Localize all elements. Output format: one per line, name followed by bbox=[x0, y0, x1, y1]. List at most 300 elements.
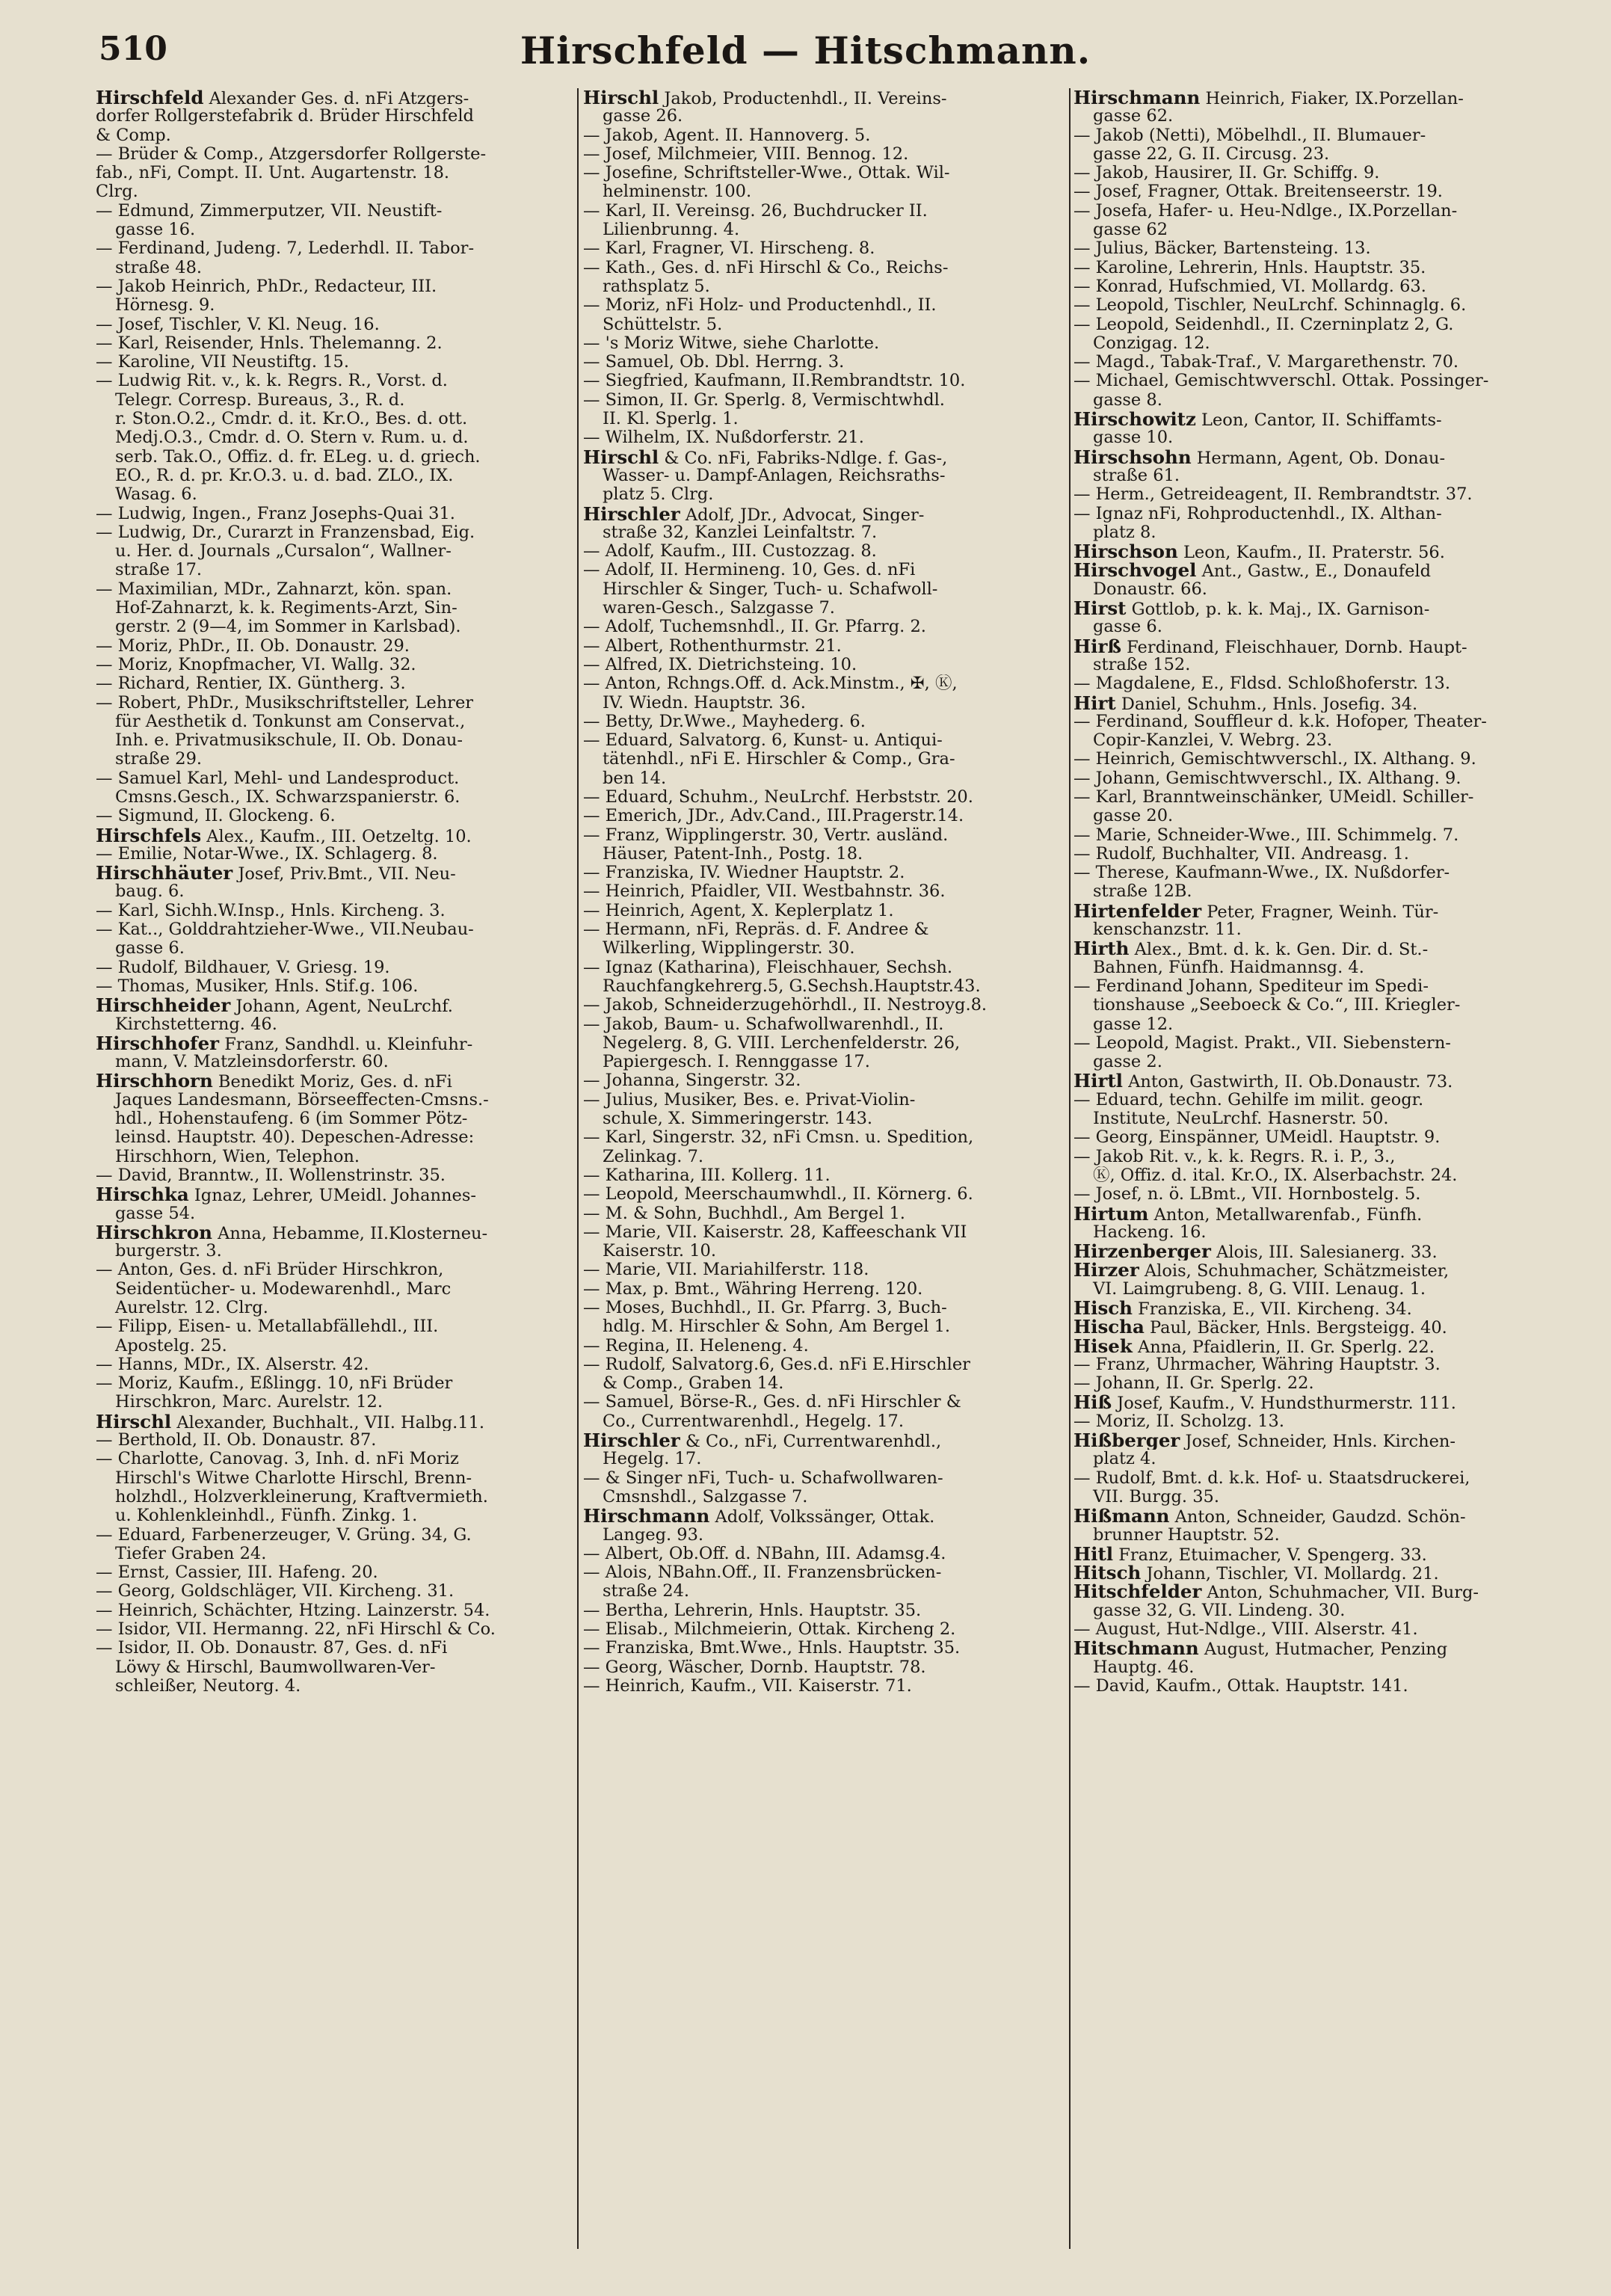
entry-text: — Therese, Kaufmann-Wwe., IX. Nußdorfer- bbox=[1074, 864, 1450, 883]
directory-entry-line bbox=[1074, 845, 1567, 864]
entry-text: gasse 54. bbox=[115, 1204, 196, 1223]
directory-entry-line bbox=[96, 1242, 574, 1261]
entry-text: Seidentücher- u. Modewarenhdl., Marc bbox=[115, 1279, 452, 1299]
entry-text: Conzigag. 12. bbox=[1093, 333, 1210, 353]
entry-text: Zelinkag. 7. bbox=[603, 1147, 704, 1166]
directory-entry-line bbox=[583, 902, 1069, 920]
page-number: 510 bbox=[99, 30, 167, 68]
directory-entry-line bbox=[96, 674, 574, 693]
entry-text: — Richard, Rentier, IX. Güntherg. 3. bbox=[96, 674, 406, 694]
entry-text: Benedikt Moriz, Ges. d. nFi bbox=[212, 1072, 452, 1091]
directory-entry-line bbox=[583, 259, 1069, 277]
surname: Hirschfels bbox=[96, 825, 202, 845]
directory-entry-line bbox=[583, 1242, 1069, 1261]
directory-entry-line bbox=[583, 126, 1069, 145]
entry-text: — Rudolf, Bildhauer, V. Griesg. 19. bbox=[96, 958, 390, 977]
page-header bbox=[0, 0, 1611, 88]
entry-text: — Marie, VII. Kaiserstr. 28, Kaffeeschank VII bbox=[583, 1222, 967, 1242]
entry-text: gasse 2. bbox=[1093, 1053, 1162, 1072]
directory-entry-line bbox=[1074, 126, 1567, 145]
directory-column-3 bbox=[1074, 88, 1567, 1696]
entry-text: Daniel, Schuhm., Hnls. Josefig. 34. bbox=[1115, 694, 1418, 713]
surname: Hirtum bbox=[1074, 1204, 1149, 1223]
entry-text: — Josef, Milchmeier, VIII. Bennog. 12. bbox=[583, 144, 909, 164]
directory-entry-line bbox=[96, 353, 574, 372]
surname: Hischa bbox=[1074, 1317, 1145, 1337]
entry-text: dorfer Rollgerstefabrik d. Brüder Hirschfeld bbox=[96, 107, 474, 126]
entry-text: Hegelg. 17. bbox=[603, 1450, 702, 1469]
directory-entry-line bbox=[583, 882, 1069, 901]
entry-text: Alexander Ges. d. nFi Atzgers- bbox=[203, 89, 469, 108]
entry-text: — Ludwig, Ingen., Franz Josephs-Quai 31. bbox=[96, 504, 455, 523]
entry-text: Anna, Pfaidlerin, II. Gr. Sperlg. 22. bbox=[1132, 1337, 1435, 1355]
directory-entry-line bbox=[1074, 221, 1567, 239]
directory-entry-line bbox=[96, 1091, 574, 1109]
directory-entry-line bbox=[583, 1469, 1069, 1488]
entry-text: — Berthold, II. Ob. Donaustr. 87. bbox=[96, 1431, 377, 1450]
directory-entry-line bbox=[96, 637, 574, 656]
entry-text: — Jakob, Schneiderzugehörhdl., II. Nestroyg.8. bbox=[583, 996, 988, 1015]
directory-entry-heading bbox=[1074, 1431, 1567, 1450]
directory-entry-line bbox=[583, 1261, 1069, 1279]
directory-entry-line bbox=[96, 448, 574, 467]
directory-entry-line bbox=[583, 410, 1069, 428]
entry-text: — Marie, VII. Mariahilferstr. 118. bbox=[583, 1261, 869, 1280]
entry-text: gasse 32, G. VII. Lindeng. 30. bbox=[1093, 1601, 1346, 1620]
directory-entry-line bbox=[1074, 1280, 1567, 1299]
surname: Hitl bbox=[1074, 1544, 1114, 1564]
directory-entry-line bbox=[583, 523, 1069, 542]
directory-entry-line bbox=[583, 1204, 1069, 1223]
entry-text: — Bertha, Lehrerin, Hnls. Hauptstr. 35. bbox=[583, 1601, 922, 1620]
entry-text: Leon, Kaufm., II. Praterstr. 56. bbox=[1177, 543, 1445, 561]
directory-entry-line bbox=[583, 1317, 1069, 1336]
directory-entry-line bbox=[583, 1185, 1069, 1204]
directory-entry-line bbox=[583, 958, 1069, 977]
entry-text: — Brüder & Comp., Atzgersdorfer Rollgerste- bbox=[96, 144, 487, 164]
directory-entry-line bbox=[96, 1431, 574, 1450]
entry-text: — Maximilian, MDr., Zahnarzt, kön. span. bbox=[96, 579, 452, 599]
entry-text: Franz, Etuimacher, V. Spengerg. 33. bbox=[1113, 1545, 1427, 1564]
directory-entry-line bbox=[1074, 428, 1567, 447]
entry-text: Inh. e. Privatmusikschule, II. Ob. Donau- bbox=[115, 731, 463, 751]
surname: Hißmann bbox=[1074, 1506, 1170, 1526]
entry-text: — Heinrich, Pfaidler, VII. Westbahnstr. 36. bbox=[583, 882, 946, 902]
directory-entry-line bbox=[583, 107, 1069, 126]
directory-entry-line bbox=[1074, 656, 1567, 674]
entry-text: platz 5. Clrg. bbox=[603, 485, 714, 505]
entry-text: Lilienbrunng. 4. bbox=[603, 221, 740, 240]
directory-entry-line bbox=[1074, 334, 1567, 353]
entry-text: Schüttelstr. 5. bbox=[603, 315, 723, 334]
directory-entry-heading bbox=[1074, 561, 1567, 579]
entry-text: Paul, Bäcker, Hnls. Bergsteigg. 40. bbox=[1144, 1318, 1447, 1337]
directory-entry-line bbox=[1074, 316, 1567, 334]
entry-text: — Alfred, IX. Dietrichsteing. 10. bbox=[583, 655, 857, 674]
directory-entry-line bbox=[1074, 713, 1567, 731]
directory-entry-line bbox=[583, 1450, 1069, 1468]
entry-text: helminenstr. 100. bbox=[603, 182, 752, 202]
entry-text: Hirschl's Witwe Charlotte Hirschl, Brenn- bbox=[115, 1468, 472, 1488]
directory-entry-heading bbox=[1074, 1337, 1567, 1355]
entry-text: — Anton, Ges. d. nFi Brüder Hirschkron, bbox=[96, 1261, 444, 1280]
directory-entry-line bbox=[1074, 882, 1567, 901]
entry-text: VI. Laimgrubeng. 8, G. VIII. Lenaug. 1. bbox=[1093, 1279, 1426, 1299]
entry-text: — Kat.., Golddrahtzieher-Wwe., VII.Neubau- bbox=[96, 920, 474, 940]
directory-entry-line bbox=[583, 845, 1069, 864]
directory-entry-line bbox=[583, 788, 1069, 807]
directory-entry-line bbox=[1074, 674, 1567, 693]
entry-text: waren-Gesch., Salzgasse 7. bbox=[603, 599, 835, 618]
entry-text: Josef, Priv.Bmt., VII. Neu- bbox=[232, 864, 456, 883]
entry-text: Institute, NeuLrchf. Hasnerstr. 50. bbox=[1093, 1109, 1389, 1129]
entry-text: Anna, Hebamme, II.Klosterneu- bbox=[212, 1223, 488, 1243]
directory-entry-line bbox=[96, 296, 574, 315]
directory-entry-line bbox=[583, 428, 1069, 447]
entry-text: Rauchfangkehrerg.5, G.Sechsh.Hauptstr.43. bbox=[603, 976, 981, 996]
entry-text: gasse 12. bbox=[1093, 1015, 1174, 1034]
directory-entry-line bbox=[583, 561, 1069, 579]
directory-entry-line bbox=[96, 1545, 574, 1563]
entry-text: — Moses, Buchhdl., II. Gr. Pfarrg. 3, Buch- bbox=[583, 1299, 947, 1317]
directory-entry-heading bbox=[1074, 1299, 1567, 1317]
directory-entry-line bbox=[583, 826, 1069, 845]
entry-text: — Jakob (Netti), Möbelhdl., II. Blumauer- bbox=[1074, 126, 1426, 145]
entry-text: — Wilhelm, IX. Nußdorferstr. 21. bbox=[583, 428, 864, 448]
entry-text: — Robert, PhDr., Musikschriftsteller, Lehrer bbox=[96, 693, 474, 713]
surname: Hirschl bbox=[96, 1412, 172, 1432]
entry-text: — Betty, Dr.Wwe., Mayhederg. 6. bbox=[583, 712, 866, 731]
entry-text: — Leopold, Magist. Prakt., VII. Siebenstern- bbox=[1074, 1033, 1451, 1053]
entry-text: Hackeng. 16. bbox=[1093, 1222, 1207, 1242]
directory-entry-heading bbox=[1074, 1393, 1567, 1412]
entry-text: — Jakob, Hausirer, II. Gr. Schiffg. 9. bbox=[1074, 164, 1380, 183]
directory-entry-heading bbox=[1074, 599, 1567, 618]
entry-text: — Edmund, Zimmerputzer, VII. Neustift- bbox=[96, 201, 443, 221]
directory-entry-line bbox=[583, 996, 1069, 1015]
directory-entry-heading bbox=[583, 88, 1069, 107]
directory-entry-line bbox=[583, 1128, 1069, 1147]
entry-text: straße 17. bbox=[115, 561, 203, 580]
entry-text: — Heinrich, Gemischtwverschl., IX. Althang. 9. bbox=[1074, 750, 1476, 769]
column-divider bbox=[1069, 88, 1071, 2249]
directory-entry-line bbox=[583, 1545, 1069, 1563]
directory-entry-heading bbox=[1074, 1506, 1567, 1525]
directory-entry-line bbox=[1074, 523, 1567, 542]
entry-text: Häuser, Patent-Inh., Postg. 18. bbox=[603, 844, 863, 864]
directory-entry-line bbox=[1074, 1148, 1567, 1166]
entry-text: — 's Moriz Witwe, siehe Charlotte. bbox=[583, 333, 880, 353]
surname: Hirschl bbox=[583, 447, 659, 467]
entry-text: straße 24. bbox=[603, 1582, 690, 1601]
surname: Hirß bbox=[1074, 636, 1121, 656]
entry-text: Johann, Tischler, VI. Mollardg. 21. bbox=[1141, 1564, 1439, 1583]
entry-text: Co., Currentwarenhdl., Hegelg. 17. bbox=[603, 1412, 905, 1431]
directory-entry-line bbox=[583, 1601, 1069, 1620]
directory-entry-heading bbox=[96, 826, 574, 845]
entry-text: Alex., Bmt. d. k. k. Gen. Dir. d. St.- bbox=[1129, 940, 1429, 958]
entry-text: II. Kl. Sperlg. 1. bbox=[603, 410, 739, 429]
entry-text: gasse 10. bbox=[1093, 428, 1174, 448]
directory-entry-line bbox=[96, 1280, 574, 1299]
entry-text: gasse 20. bbox=[1093, 807, 1174, 826]
entry-text: — Alois, NBahn.Off., II. Franzensbrücken- bbox=[583, 1563, 942, 1583]
entry-text: Negelerg. 8, G. VIII. Lerchenfelderstr. 26, bbox=[603, 1033, 961, 1053]
directory-entry-line bbox=[583, 145, 1069, 164]
entry-text: Löwy & Hirschl, Baumwollwaren-Ver- bbox=[115, 1658, 436, 1677]
directory-entry-line bbox=[583, 1053, 1069, 1071]
directory-entry-line bbox=[583, 316, 1069, 334]
entry-text: leinsd. Hauptstr. 40). Depeschen-Adresse: bbox=[115, 1128, 475, 1148]
directory-entry-heading bbox=[96, 1412, 574, 1431]
directory-entry-heading bbox=[1074, 1317, 1567, 1336]
entry-text: — Georg, Einspänner, UMeidl. Hauptstr. 9. bbox=[1074, 1128, 1441, 1148]
entry-text: Wasser- u. Dampf-Anlagen, Reichsraths- bbox=[603, 466, 946, 485]
directory-entry-heading bbox=[1074, 1545, 1567, 1563]
entry-text: — Emilie, Notar-Wwe., IX. Schlagerg. 8. bbox=[96, 844, 438, 864]
entry-text: — Samuel, Börse-R., Ges. d. nFi Hirschler & bbox=[583, 1393, 961, 1412]
directory-entry-line bbox=[96, 164, 574, 182]
entry-text: — Sigmund, II. Glockeng. 6. bbox=[96, 807, 336, 826]
entry-text: gasse 26. bbox=[603, 107, 683, 126]
directory-entry-line bbox=[96, 542, 574, 561]
directory-entry-line bbox=[96, 788, 574, 807]
entry-text: Wilkerling, Wipplingerstr. 30. bbox=[603, 939, 855, 958]
directory-entry-line bbox=[1074, 1677, 1567, 1696]
entry-text: straße 32, Kanzlei Leinfaltstr. 7. bbox=[603, 523, 878, 542]
directory-entry-line bbox=[96, 221, 574, 239]
directory-entry-line bbox=[1074, 1412, 1567, 1431]
entry-text: — Karl, Reisender, Hnls. Thelemanng. 2. bbox=[96, 333, 443, 353]
entry-text: — Adolf, Kaufm., III. Custozzag. 8. bbox=[583, 542, 877, 561]
entry-text: Gottlob, p. k. k. Maj., IX. Garnison- bbox=[1126, 600, 1430, 618]
directory-entry-heading bbox=[583, 505, 1069, 523]
directory-entry-line bbox=[96, 410, 574, 428]
directory-entry-line bbox=[1074, 485, 1567, 504]
entry-text: — Karl, Sichh.W.Insp., Hnls. Kircheng. 3. bbox=[96, 901, 446, 920]
entry-text: Leon, Cantor, II. Schiffamts- bbox=[1195, 410, 1442, 429]
directory-entry-line bbox=[96, 277, 574, 296]
entry-text: Kirchstetterng. 46. bbox=[115, 1015, 277, 1034]
entry-text: Franziska, E., VII. Kircheng. 34. bbox=[1132, 1299, 1412, 1318]
entry-text: — Siegfried, Kaufmann, II.Rembrandtstr. 10. bbox=[583, 372, 966, 391]
entry-text: straße 61. bbox=[1093, 466, 1180, 485]
directory-entry-line bbox=[96, 939, 574, 958]
surname: Hirth bbox=[1074, 939, 1130, 958]
entry-text: — Rudolf, Bmt. d. k.k. Hof- u. Staatsdruckerei, bbox=[1074, 1468, 1470, 1488]
directory-entry-line bbox=[96, 391, 574, 410]
entry-text: straße 29. bbox=[115, 750, 203, 769]
entry-text: — Thomas, Musiker, Hnls. Stif.g. 106. bbox=[96, 976, 419, 996]
directory-entry-line bbox=[1074, 202, 1567, 221]
entry-text: Kaiserstr. 10. bbox=[603, 1242, 716, 1261]
entry-text: — Josefa, Hafer- u. Heu-Ndlge., IX.Porzellan- bbox=[1074, 201, 1458, 221]
surname: Hirschka bbox=[96, 1185, 189, 1204]
entry-text: Jaques Landesmann, Börseeffecten-Cmsns.- bbox=[115, 1090, 489, 1109]
entry-text: — Max, p. Bmt., Währing Herreng. 120. bbox=[583, 1279, 923, 1299]
directory-entry-line bbox=[96, 656, 574, 674]
entry-text: gasse 6. bbox=[1093, 618, 1162, 637]
entry-text: gasse 16. bbox=[115, 221, 196, 240]
entry-text: — Filipp, Eisen- u. Metallabfällehdl., III. bbox=[96, 1317, 439, 1337]
directory-entry-heading bbox=[1074, 1639, 1567, 1658]
surname: Hirzenberger bbox=[1074, 1242, 1211, 1261]
surname: Hirschler bbox=[583, 504, 680, 523]
directory-entry-line bbox=[1074, 1601, 1567, 1620]
entry-text: u. Kohlenkleinhdl., Fünfh. Zinkg. 1. bbox=[115, 1506, 418, 1526]
directory-entry-line bbox=[96, 523, 574, 542]
directory-entry-line bbox=[1074, 864, 1567, 882]
entry-text: — Julius, Bäcker, Bartensteing. 13. bbox=[1074, 239, 1371, 259]
directory-entry-line bbox=[583, 599, 1069, 618]
directory-entry-heading bbox=[96, 1071, 574, 1090]
surname: Hirzer bbox=[1074, 1261, 1139, 1280]
entry-text: Cmsnshdl., Salzgasse 7. bbox=[603, 1487, 808, 1506]
entry-text: Hörnesg. 9. bbox=[115, 296, 215, 316]
surname: Hirschsohn bbox=[1074, 447, 1192, 467]
entry-text: Wasag. 6. bbox=[115, 485, 197, 505]
entry-text: gasse 6. bbox=[115, 939, 185, 958]
directory-entry-line bbox=[1074, 1091, 1567, 1109]
directory-entry-line bbox=[1074, 145, 1567, 164]
directory-entry-line bbox=[96, 694, 574, 713]
directory-entry-heading bbox=[1074, 542, 1567, 561]
entry-text: Donaustr. 66. bbox=[1093, 579, 1207, 599]
surname: Hitschfelder bbox=[1074, 1582, 1202, 1601]
directory-entry-line bbox=[583, 977, 1069, 996]
surname: Hirschmann bbox=[1074, 88, 1201, 108]
entry-text: — Jakob Rit. v., k. k. Regrs. R. i. P., 3., bbox=[1074, 1147, 1396, 1166]
surname: Hiß bbox=[1074, 1393, 1112, 1412]
entry-text: — Karl, Singerstr. 32, nFi Cmsn. u. Spedition, bbox=[583, 1128, 974, 1148]
entry-text: Heinrich, Fiaker, IX.Porzellan- bbox=[1200, 89, 1464, 108]
entry-text: — Eduard, Salvatorg. 6, Kunst- u. Antiqui- bbox=[583, 731, 943, 751]
entry-text: Aurelstr. 12. Clrg. bbox=[115, 1299, 268, 1317]
directory-entry-line bbox=[96, 145, 574, 164]
entry-text: — Ernst, Cassier, III. Hafeng. 20. bbox=[96, 1563, 378, 1583]
entry-text: Apostelg. 25. bbox=[115, 1336, 227, 1355]
entry-text: & Co., nFi, Currentwarenhdl., bbox=[680, 1432, 942, 1450]
entry-text: — Moriz, PhDr., II. Ob. Donaustr. 29. bbox=[96, 636, 410, 656]
entry-text: — Karoline, VII Neustiftg. 15. bbox=[96, 353, 349, 372]
entry-text: fab., nFi, Compt. II. Unt. Augartenstr. 18. bbox=[96, 164, 450, 183]
directory-entry-line bbox=[96, 1582, 574, 1601]
directory-entry-line bbox=[1074, 618, 1567, 636]
entry-text: — Ferdinand, Souffleur d. k.k. Hofoper, Theater- bbox=[1074, 712, 1487, 731]
directory-entry-line bbox=[583, 296, 1069, 315]
entry-text: holzhdl., Holzverkleinerung, Kraftvermieth. bbox=[115, 1487, 488, 1506]
directory-entry-line bbox=[1074, 1053, 1567, 1071]
surname: Hirschl bbox=[583, 88, 659, 108]
entry-text: — Josefine, Schriftsteller-Wwe., Ottak. Wil- bbox=[583, 164, 950, 183]
entry-text: — Karl, Branntweinschänker, UMeidl. Schiller- bbox=[1074, 787, 1474, 807]
entry-text: Papiergesch. I. Rennggasse 17. bbox=[603, 1053, 870, 1072]
directory-entry-line bbox=[1074, 1450, 1567, 1468]
entry-text: platz 8. bbox=[1093, 523, 1156, 542]
directory-entry-line bbox=[96, 1488, 574, 1506]
directory-entry-line bbox=[1074, 731, 1567, 750]
directory-entry-line bbox=[96, 372, 574, 390]
directory-entry-line bbox=[96, 239, 574, 258]
entry-text: — Julius, Musiker, Bes. e. Privat-Violin- bbox=[583, 1090, 916, 1109]
surname: Hirtenfelder bbox=[1074, 901, 1202, 921]
entry-text: — Michael, Gemischtwverschl. Ottak. Possinger- bbox=[1074, 372, 1489, 391]
directory-entry-line bbox=[96, 713, 574, 731]
surname: Hirt bbox=[1074, 693, 1116, 713]
entry-text: Alexander, Buchhalt., VII. Halbg.11. bbox=[171, 1412, 485, 1432]
directory-entry-line bbox=[583, 807, 1069, 825]
entry-text: — Albert, Ob.Off. d. NBahn, III. Adamsg.4. bbox=[583, 1544, 946, 1563]
entry-text: Hof-Zahnarzt, k. k. Regiments-Arzt, Sin- bbox=[115, 599, 458, 618]
directory-entry-heading bbox=[1074, 88, 1567, 107]
entry-text: serb. Tak.O., Offiz. d. fr. ELeg. u. d. griech. bbox=[115, 447, 481, 467]
entry-text: — Jakob, Baum- u. Schafwollwarenhdl., II. bbox=[583, 1015, 944, 1034]
directory-entry-heading bbox=[1074, 694, 1567, 713]
entry-text: Bahnen, Fünfh. Haidmannsg. 4. bbox=[1093, 958, 1364, 977]
directory-entry-line bbox=[1074, 977, 1567, 996]
entry-text: Medj.O.3., Cmdr. d. O. Stern v. Rum. u. d. bbox=[115, 428, 469, 448]
entry-text: straße 12B. bbox=[1093, 882, 1192, 902]
entry-text: — M. & Sohn, Buchhdl., Am Bergel 1. bbox=[583, 1204, 905, 1223]
entry-text: Hirschkron, Marc. Aurelstr. 12. bbox=[115, 1393, 384, 1412]
entry-text: ben 14. bbox=[603, 769, 667, 788]
entry-text: — Moriz, II. Scholzg. 13. bbox=[1074, 1412, 1285, 1431]
directory-entry-line bbox=[1074, 467, 1567, 485]
entry-text: rathsplatz 5. bbox=[603, 277, 710, 296]
entry-text: hdl., Hohenstaufeng. 6 (im Sommer Pötz- bbox=[115, 1109, 468, 1129]
directory-entry-line bbox=[96, 1166, 574, 1185]
entry-text: — Ludwig, Dr., Curarzt in Franzensbad, Eig. bbox=[96, 523, 475, 542]
entry-text: — Ferdinand, Judeng. 7, Lederhdl. II. Tabor- bbox=[96, 239, 475, 259]
directory-entry-line bbox=[1074, 277, 1567, 296]
directory-entry-heading bbox=[96, 1034, 574, 1053]
entry-text: — Heinrich, Agent, X. Keplerplatz 1. bbox=[583, 901, 894, 920]
directory-entry-line bbox=[1074, 958, 1567, 977]
directory-entry-line bbox=[583, 731, 1069, 750]
entry-text: — Isidor, II. Ob. Donaustr. 87, Ges. d. nFi bbox=[96, 1639, 448, 1658]
entry-text: Josef, Kaufm., V. Hundsthurmerstr. 111. bbox=[1112, 1394, 1456, 1412]
directory-entry-line bbox=[96, 977, 574, 996]
entry-text: — Franz, Uhrmacher, Währing Hauptstr. 3. bbox=[1074, 1355, 1441, 1374]
directory-entry-line bbox=[1074, 296, 1567, 315]
entry-text: EO., R. d. pr. Kr.O.3. u. d. bad. ZLO., IX. bbox=[115, 466, 454, 485]
directory-entry-line bbox=[583, 1223, 1069, 1242]
surname: Hirtl bbox=[1074, 1071, 1123, 1091]
directory-entry-heading bbox=[1074, 448, 1567, 467]
entry-text: gasse 62. bbox=[1093, 107, 1174, 126]
entry-text: — David, Kaufm., Ottak. Hauptstr. 141. bbox=[1074, 1676, 1408, 1696]
directory-entry-heading bbox=[1074, 637, 1567, 656]
surname: Hirschheider bbox=[96, 996, 231, 1015]
entry-text: — Josef, Fragner, Ottak. Breitenseerstr. 19. bbox=[1074, 182, 1443, 202]
directory-entry-line bbox=[96, 902, 574, 920]
directory-entry-line bbox=[583, 239, 1069, 258]
directory-entry-line bbox=[583, 618, 1069, 636]
directory-entry-line bbox=[1074, 505, 1567, 523]
entry-text: — Moriz, Knopfmacher, VI. Wallg. 32. bbox=[96, 655, 416, 674]
entry-text: — Leopold, Meerschaumwhdl., II. Körnerg. 6. bbox=[583, 1185, 973, 1204]
directory-entry-line bbox=[583, 1148, 1069, 1166]
entry-text: schule, X. Simmeringerstr. 143. bbox=[603, 1109, 873, 1129]
entry-text: — Rudolf, Salvatorg.6, Ges.d. nFi E.Hirschler bbox=[583, 1355, 970, 1374]
entry-text: Telegr. Corresp. Bureaus, 3., R. d. bbox=[115, 390, 405, 410]
directory-entry-line bbox=[96, 1015, 574, 1034]
directory-entry-line bbox=[583, 864, 1069, 882]
entry-text: — Elisab., Milchmeierin, Ottak. Kircheng 2. bbox=[583, 1620, 956, 1640]
directory-entry-heading bbox=[96, 1185, 574, 1204]
surname: Hirschmann bbox=[583, 1506, 710, 1526]
directory-entry-heading bbox=[1074, 1563, 1567, 1582]
